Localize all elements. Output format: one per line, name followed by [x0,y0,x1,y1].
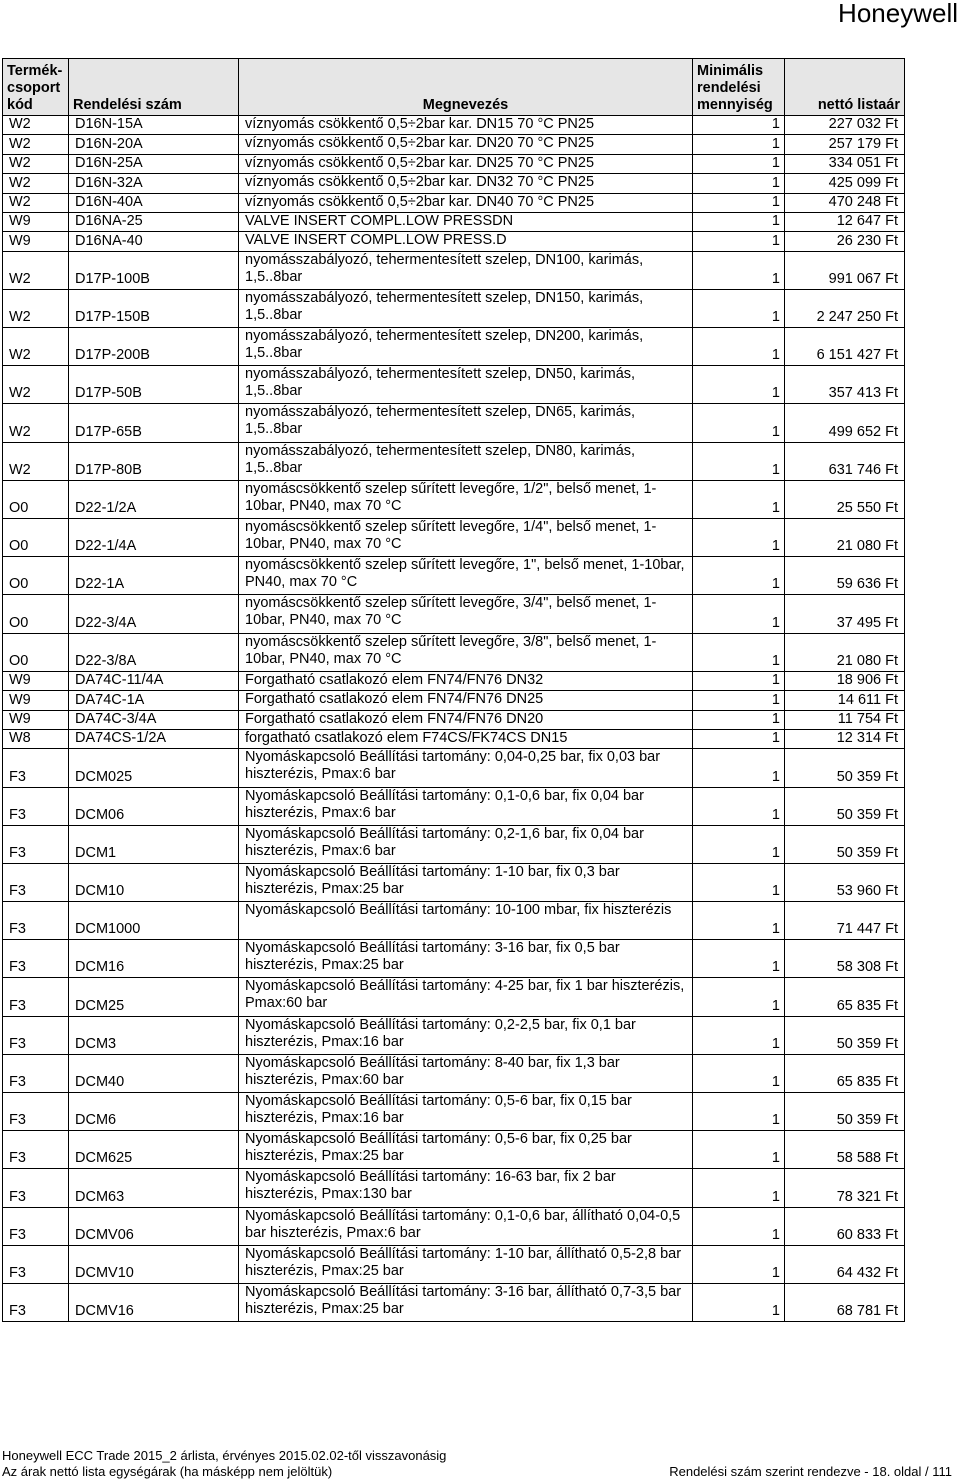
cell-min-quantity: 1 [693,978,785,1016]
table-row [3,480,905,518]
header-min-quantity: Minimális rendelési mennyiség [693,59,785,116]
table-row [3,135,905,154]
table-row [3,193,905,212]
table-row [3,902,905,940]
cell-description: Nyomáskapcsoló Beállítási tartomány: 1-10 bar, fix 0,3 bar hiszterézis, Pmax:25 bar [239,863,693,901]
cell-description: víznyomás csökkentő 0,5÷2bar kar. DN32 70 °C PN25 [239,174,693,193]
cell-order-number: DCM625 [69,1131,239,1169]
cell-order-number: D22-3/4A [69,595,239,633]
cell-description: Nyomáskapcsoló Beállítási tartomány: 16-63 bar, fix 2 bar hiszterézis, Pmax:130 bar [239,1169,693,1207]
cell-group: F3 [3,940,69,978]
cell-net-price: 227 032 Ft [785,116,905,135]
cell-min-quantity: 1 [693,404,785,442]
cell-group: W2 [3,174,69,193]
table-row [3,729,905,748]
table-row [3,404,905,442]
cell-order-number: DA74C-3/4A [69,710,239,729]
cell-order-number: DCM1 [69,825,239,863]
cell-min-quantity: 1 [693,174,785,193]
cell-min-quantity: 1 [693,749,785,787]
cell-description: Nyomáskapcsoló Beállítási tartomány: 0,04-0,25 bar, fix 0,03 bar hiszterézis, Pmax:6 bar [239,749,693,787]
cell-net-price: 60 833 Ft [785,1207,905,1245]
brand-logo-text: Honeywell [838,0,958,28]
cell-min-quantity: 1 [693,710,785,729]
cell-order-number: DCM25 [69,978,239,1016]
cell-net-price: 2 247 250 Ft [785,289,905,327]
table-row [3,1169,905,1207]
cell-description: Nyomáskapcsoló Beállítási tartomány: 0,5-6 bar, fix 0,15 bar hiszterézis, Pmax:16 bar [239,1093,693,1131]
cell-description: nyomásszabályozó, tehermentesített szelep, DN65, karimás, 1,5..8bar [239,404,693,442]
cell-net-price: 64 432 Ft [785,1245,905,1283]
cell-net-price: 58 308 Ft [785,940,905,978]
cell-order-number: DCM3 [69,1016,239,1054]
cell-net-price: 334 051 Ft [785,154,905,173]
cell-group: W2 [3,251,69,289]
footer-price-note: Az árak nettó lista egységárak (ha másképp nem jelöltük) [2,1464,333,1479]
cell-min-quantity: 1 [693,366,785,404]
cell-order-number: DCM025 [69,749,239,787]
cell-description: Nyomáskapcsoló Beállítási tartomány: 0,2-2,5 bar, fix 0,1 bar hiszterézis, Pmax:16 bar [239,1016,693,1054]
cell-net-price: 11 754 Ft [785,710,905,729]
cell-group: F3 [3,1093,69,1131]
cell-net-price: 12 314 Ft [785,729,905,748]
cell-net-price: 53 960 Ft [785,863,905,901]
cell-description: víznyomás csökkentő 0,5÷2bar kar. DN15 70 °C PN25 [239,116,693,135]
cell-min-quantity: 1 [693,289,785,327]
price-list-table [2,58,905,1322]
cell-net-price: 71 447 Ft [785,902,905,940]
table-row [3,1245,905,1283]
table-row [3,749,905,787]
cell-min-quantity: 1 [693,116,785,135]
cell-description: nyomáscsökkentő szelep sűrített levegőre, 3/8", belső menet, 1-10bar, PN40, max 70 °C [239,633,693,671]
table-row [3,595,905,633]
cell-group: W9 [3,232,69,251]
cell-order-number: D22-1/2A [69,480,239,518]
table-row [3,633,905,671]
cell-net-price: 37 495 Ft [785,595,905,633]
cell-min-quantity: 1 [693,557,785,595]
cell-min-quantity: 1 [693,480,785,518]
cell-min-quantity: 1 [693,1283,785,1321]
table-row [3,442,905,480]
cell-description: Forgatható csatlakozó elem FN74/FN76 DN20 [239,710,693,729]
cell-order-number: D17P-80B [69,442,239,480]
cell-net-price: 26 230 Ft [785,232,905,251]
cell-order-number: DCM6 [69,1093,239,1131]
cell-order-number: D16N-40A [69,193,239,212]
cell-min-quantity: 1 [693,251,785,289]
cell-net-price: 68 781 Ft [785,1283,905,1321]
cell-net-price: 65 835 Ft [785,978,905,1016]
cell-description: nyomásszabályozó, tehermentesített szelep, DN200, karimás, 1,5..8bar [239,328,693,366]
cell-group: F3 [3,825,69,863]
cell-group: W8 [3,729,69,748]
cell-min-quantity: 1 [693,863,785,901]
table-row [3,940,905,978]
cell-min-quantity: 1 [693,1093,785,1131]
cell-min-quantity: 1 [693,902,785,940]
table-row [3,557,905,595]
cell-min-quantity: 1 [693,595,785,633]
cell-net-price: 50 359 Ft [785,749,905,787]
table-row [3,154,905,173]
cell-group: W2 [3,154,69,173]
cell-net-price: 6 151 427 Ft [785,328,905,366]
cell-group: O0 [3,480,69,518]
cell-description: Nyomáskapcsoló Beállítási tartomány: 0,1-0,6 bar, fix 0,04 bar hiszterézis, Pmax:6 bar [239,787,693,825]
cell-net-price: 50 359 Ft [785,825,905,863]
cell-description: Nyomáskapcsoló Beállítási tartomány: 8-40 bar, fix 1,3 bar hiszterézis, Pmax:60 bar [239,1054,693,1092]
table-body [3,116,905,1322]
table-row [3,1283,905,1321]
cell-group: W9 [3,710,69,729]
cell-order-number: DCM16 [69,940,239,978]
cell-min-quantity: 1 [693,729,785,748]
cell-description: víznyomás csökkentő 0,5÷2bar kar. DN20 70 °C PN25 [239,135,693,154]
cell-description: Forgatható csatlakozó elem FN74/FN76 DN32 [239,671,693,690]
cell-order-number: D17P-50B [69,366,239,404]
cell-group: F3 [3,1207,69,1245]
table-row [3,174,905,193]
cell-min-quantity: 1 [693,1016,785,1054]
cell-order-number: DCMV10 [69,1245,239,1283]
cell-order-number: DCM63 [69,1169,239,1207]
cell-group: F3 [3,749,69,787]
table-row [3,289,905,327]
cell-description: nyomásszabályozó, tehermentesített szelep, DN80, karimás, 1,5..8bar [239,442,693,480]
cell-order-number: D17P-65B [69,404,239,442]
table-row [3,116,905,135]
cell-description: VALVE INSERT COMPL.LOW PRESSDN [239,212,693,231]
cell-order-number: DCMV16 [69,1283,239,1321]
cell-min-quantity: 1 [693,787,785,825]
cell-min-quantity: 1 [693,328,785,366]
footer-line-1 [2,1448,952,1463]
cell-group: W2 [3,116,69,135]
cell-net-price: 21 080 Ft [785,633,905,671]
cell-description: Nyomáskapcsoló Beállítási tartomány: 0,2-1,6 bar, fix 0,04 bar hiszterézis, Pmax:6 bar [239,825,693,863]
header-order-number: Rendelési szám [69,59,239,116]
table-row [3,519,905,557]
cell-net-price: 470 248 Ft [785,193,905,212]
cell-order-number: DCM40 [69,1054,239,1092]
table-row [3,710,905,729]
cell-description: Forgatható csatlakozó elem FN74/FN76 DN25 [239,691,693,710]
table-row [3,787,905,825]
cell-description: Nyomáskapcsoló Beállítási tartomány: 0,5-6 bar, fix 0,25 bar hiszterézis, Pmax:25 bar [239,1131,693,1169]
cell-group: F3 [3,1054,69,1092]
cell-min-quantity: 1 [693,825,785,863]
cell-net-price: 21 080 Ft [785,519,905,557]
cell-description: víznyomás csökkentő 0,5÷2bar kar. DN25 70 °C PN25 [239,154,693,173]
cell-net-price: 25 550 Ft [785,480,905,518]
cell-group: F3 [3,1016,69,1054]
cell-order-number: D22-3/8A [69,633,239,671]
table-row [3,671,905,690]
cell-min-quantity: 1 [693,135,785,154]
table-row [3,251,905,289]
cell-min-quantity: 1 [693,1169,785,1207]
cell-net-price: 78 321 Ft [785,1169,905,1207]
cell-group: F3 [3,1245,69,1283]
footer-validity-text: Honeywell ECC Trade 2015_2 árlista, érvényes 2015.02.02-től visszavonásig [2,1448,447,1463]
cell-min-quantity: 1 [693,1245,785,1283]
cell-order-number: DA74C-11/4A [69,671,239,690]
table-header-row [3,59,905,116]
cell-order-number: DA74CS-1/2A [69,729,239,748]
cell-group: F3 [3,1169,69,1207]
cell-group: W2 [3,328,69,366]
cell-order-number: D22-1/4A [69,519,239,557]
cell-net-price: 50 359 Ft [785,1093,905,1131]
cell-group: W2 [3,366,69,404]
cell-group: F3 [3,978,69,1016]
cell-order-number: DCM06 [69,787,239,825]
cell-order-number: D16NA-40 [69,232,239,251]
cell-min-quantity: 1 [693,940,785,978]
cell-order-number: D16N-15A [69,116,239,135]
cell-group: F3 [3,863,69,901]
cell-order-number: D16NA-25 [69,212,239,231]
table-row [3,691,905,710]
table-row [3,978,905,1016]
cell-order-number: D16N-32A [69,174,239,193]
cell-description: nyomásszabályozó, tehermentesített szelep, DN100, karimás, 1,5..8bar [239,251,693,289]
cell-description: Nyomáskapcsoló Beállítási tartomány: 10-100 mbar, fix hiszterézis [239,902,693,940]
cell-net-price: 65 835 Ft [785,1054,905,1092]
table-row [3,1016,905,1054]
cell-min-quantity: 1 [693,519,785,557]
header-product-group: Termék-csoport kód [3,59,69,116]
cell-net-price: 14 611 Ft [785,691,905,710]
cell-min-quantity: 1 [693,1054,785,1092]
cell-description: víznyomás csökkentő 0,5÷2bar kar. DN40 70 °C PN25 [239,193,693,212]
cell-net-price: 257 179 Ft [785,135,905,154]
cell-order-number: DA74C-1A [69,691,239,710]
cell-min-quantity: 1 [693,212,785,231]
table-row [3,1207,905,1245]
cell-description: Nyomáskapcsoló Beállítási tartomány: 1-10 bar, állítható 0,5-2,8 bar hiszterézis, Pmax:25 bar [239,1245,693,1283]
table-row [3,232,905,251]
table-row [3,212,905,231]
cell-net-price: 50 359 Ft [785,1016,905,1054]
cell-order-number: D22-1A [69,557,239,595]
cell-group: O0 [3,557,69,595]
cell-group: O0 [3,519,69,557]
table-row [3,328,905,366]
cell-group: F3 [3,1131,69,1169]
cell-description: nyomásszabályozó, tehermentesített szelep, DN150, karimás, 1,5..8bar [239,289,693,327]
cell-order-number: D17P-100B [69,251,239,289]
cell-min-quantity: 1 [693,1207,785,1245]
cell-group: W2 [3,442,69,480]
cell-min-quantity: 1 [693,442,785,480]
cell-group: O0 [3,595,69,633]
cell-net-price: 18 906 Ft [785,671,905,690]
cell-min-quantity: 1 [693,232,785,251]
cell-group: F3 [3,1283,69,1321]
cell-order-number: D17P-200B [69,328,239,366]
cell-group: W2 [3,193,69,212]
cell-net-price: 631 746 Ft [785,442,905,480]
footer-page-info: Rendelési szám szerint rendezve - 18. oldal / 111 [669,1464,952,1479]
header-description: Megnevezés [239,59,693,116]
cell-description: nyomáscsökkentő szelep sűrített levegőre, 1/4", belső menet, 1-10bar, PN40, max 70 °C [239,519,693,557]
cell-net-price: 50 359 Ft [785,787,905,825]
cell-min-quantity: 1 [693,633,785,671]
cell-description: Nyomáskapcsoló Beállítási tartomány: 0,1-0,6 bar, állítható 0,04-0,5 bar hiszterézis, Pmax:6 bar [239,1207,693,1245]
cell-order-number: DCM1000 [69,902,239,940]
table-row [3,366,905,404]
table-row [3,1131,905,1169]
cell-description: Nyomáskapcsoló Beállítási tartomány: 4-25 bar, fix 1 bar hiszterézis, Pmax:60 bar [239,978,693,1016]
cell-description: nyomáscsökkentő szelep sűrített levegőre, 3/4", belső menet, 1-10bar, PN40, max 70 °C [239,595,693,633]
header-net-price: nettó listaár [785,59,905,116]
cell-net-price: 59 636 Ft [785,557,905,595]
cell-order-number: DCM10 [69,863,239,901]
footer-line-2 [2,1464,952,1479]
table-row [3,1054,905,1092]
cell-net-price: 499 652 Ft [785,404,905,442]
cell-group: F3 [3,902,69,940]
table-row [3,863,905,901]
cell-group: W9 [3,671,69,690]
cell-group: O0 [3,633,69,671]
cell-net-price: 12 647 Ft [785,212,905,231]
cell-group: W2 [3,404,69,442]
table-row [3,825,905,863]
cell-description: nyomásszabályozó, tehermentesített szelep, DN50, karimás, 1,5..8bar [239,366,693,404]
cell-group: W2 [3,289,69,327]
cell-order-number: DCMV06 [69,1207,239,1245]
cell-net-price: 58 588 Ft [785,1131,905,1169]
cell-description: Nyomáskapcsoló Beállítási tartomány: 3-16 bar, állítható 0,7-3,5 bar hiszterézis, Pmax:25 bar [239,1283,693,1321]
cell-net-price: 425 099 Ft [785,174,905,193]
cell-min-quantity: 1 [693,1131,785,1169]
cell-min-quantity: 1 [693,691,785,710]
cell-group: W9 [3,691,69,710]
cell-min-quantity: 1 [693,671,785,690]
cell-group: F3 [3,787,69,825]
cell-description: Nyomáskapcsoló Beállítási tartomány: 3-16 bar, fix 0,5 bar hiszterézis, Pmax:25 bar [239,940,693,978]
cell-description: forgatható csatlakozó elem F74CS/FK74CS DN15 [239,729,693,748]
cell-description: VALVE INSERT COMPL.LOW PRESS.D [239,232,693,251]
cell-net-price: 357 413 Ft [785,366,905,404]
table-row [3,1093,905,1131]
cell-description: nyomáscsökkentő szelep sűrített levegőre, 1", belső menet, 1-10bar, PN40, max 70 °C [239,557,693,595]
cell-order-number: D16N-20A [69,135,239,154]
cell-order-number: D17P-150B [69,289,239,327]
cell-group: W9 [3,212,69,231]
cell-net-price: 991 067 Ft [785,251,905,289]
cell-group: W2 [3,135,69,154]
cell-min-quantity: 1 [693,154,785,173]
cell-min-quantity: 1 [693,193,785,212]
cell-order-number: D16N-25A [69,154,239,173]
cell-description: nyomáscsökkentő szelep sűrített levegőre, 1/2", belső menet, 1-10bar, PN40, max 70 °C [239,480,693,518]
